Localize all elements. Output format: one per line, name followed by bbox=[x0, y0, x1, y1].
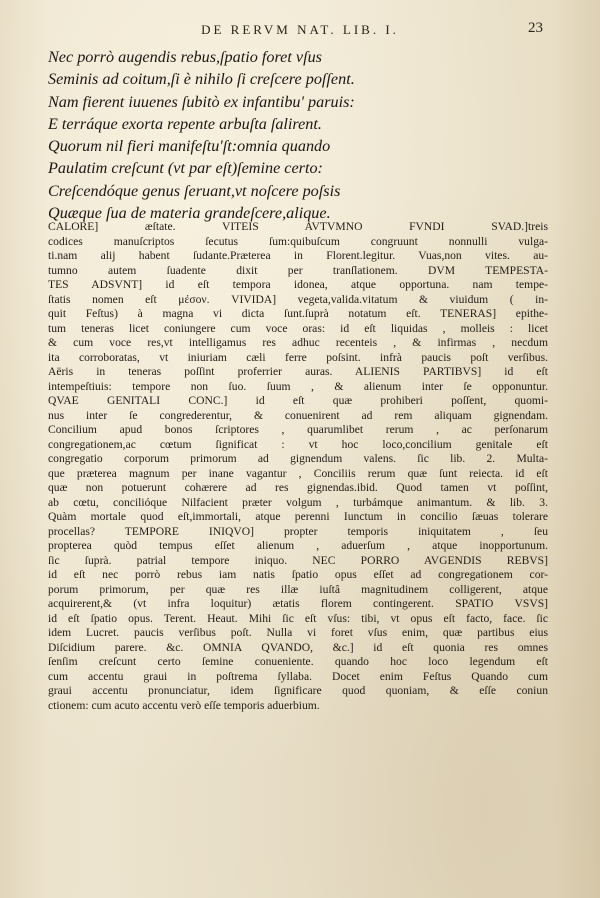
commentary-line: ſtatis nomen eſt μέσον. VIVIDA] vegeta,valida.vitatum & viuidum ( in- bbox=[48, 292, 548, 306]
commentary-line: ti.nam alij habent ſudante.Præterea in Florent.legitur. Vuas,non vites. au- bbox=[48, 249, 548, 262]
commentary-block bbox=[48, 220, 548, 713]
commentary-line: idem Lucret. paucis verſibus poſt. Nulla vi foret vſus enim, quæ partibus eius bbox=[48, 626, 548, 639]
verse-line: Nec porrò augendis rebus,ſpatio foret vſus bbox=[48, 48, 322, 66]
commentary-line: Aëris in teneras poſſint proferrier auras. ALIENIS PARTIBVS] id eſt bbox=[48, 365, 548, 378]
commentary-line: codices manuſcriptos ſecutus ſum:quibuſcum congruunt nonnulli vulga- bbox=[48, 234, 548, 248]
verse-block bbox=[48, 46, 538, 224]
commentary-line: ita corroboratas, vt iniuriam cæli ferre poſsint. infrà paucis poſt verſibus. bbox=[48, 350, 548, 364]
commentary-line: ſic ſuprà. patrial tempore iniquo. NEC PORRO AVGENDIS REBVS] bbox=[48, 553, 548, 567]
commentary-line: cum accentu graui in poſtrema ſyllaba. Docet enim Feſtus Quando cum bbox=[48, 669, 548, 683]
commentary-line: Diſcidium parere. &c. OMNIA QVANDO, &c.] id eſt quonia res omnes bbox=[48, 640, 548, 654]
commentary-line: intempeſtiuis: tempore non ſuo. ſuum , & alienum inter ſe opponuntur. bbox=[48, 379, 548, 393]
commentary-line: Concilium apud bonos ſcriptores , quarumlibet rerum , ac perſonarum bbox=[48, 423, 548, 436]
commentary-line: id eſt ſpatio opus. Terent. Heaut. Mihi ſic eſt vſus: tibi, vt opus eſt facto, face. ſic bbox=[48, 611, 548, 625]
commentary-line: TES ADSVNT] id eſt tempora idonea, atque opportuna. nam tempe- bbox=[48, 278, 548, 291]
verse-line: Paulatim creſcunt (vt par eſt)ſemine certo: bbox=[48, 159, 323, 178]
commentary-line: congregationem,ac cœtum ſignificat : vt hoc loco,concilium genitale eſt bbox=[48, 437, 548, 451]
commentary-line: acquirerent,& (vt infra loquitur) ætatis florem contingerent. SPATIO VSVS] bbox=[48, 597, 548, 610]
commentary-line: procellas? TEMPORE INIQVO] propter temporis iniquitatem , ſeu bbox=[48, 524, 548, 538]
commentary-line: tum teneras licet coniungere cum voce oras: id eſt liquidas , molleis : licet bbox=[48, 321, 548, 335]
page-number: 23 bbox=[528, 20, 543, 36]
commentary-line: porum primorum, per quæ res illæ iuſtâ magnitudinem colligerent, atque bbox=[48, 582, 548, 596]
commentary-line: & cum voce res,vt intelligamus res adhuc recenteis , & infirmas , necdum bbox=[48, 336, 548, 349]
commentary-line: quæ non potuerunt cohærere ad res gignendas.ibid. Quod tamen vt poſſint, bbox=[48, 481, 548, 494]
commentary-line: ſenſim creſcunt certo ſemine conueniente. quando hoc loco legendum eſt bbox=[48, 655, 548, 668]
commentary-line: ab cœtu, concilióque Nilfacient præter volgum , turbámque animantum. & lib. 3. bbox=[48, 495, 548, 509]
commentary-line: QVAE GENITALI CONC.] id eſt quæ prohiberi poſſent, quomi- bbox=[48, 394, 548, 407]
commentary-line: que præterea magnum per inane vagantur , Conciliis rerum quæ ſunt reiecta. id eſt bbox=[48, 466, 548, 480]
verse-line: Creſcendóque genus ſeruant,vt noſcere poſsis bbox=[48, 181, 341, 200]
running-title: DE RERVM NAT. LIB. I. bbox=[201, 22, 399, 37]
commentary-line: congregatio corporum primorum ad gignendum valens. ſic lib. 2. Multa- bbox=[48, 452, 548, 465]
commentary-line: Quàm mortale quod eſt,immortali, atque perenni Iunctum in concilio ſæuas tolerare bbox=[48, 510, 548, 523]
commentary-line: tumno autem ſuadente dixit per tranſlationem. DVM TEMPESTA- bbox=[48, 263, 548, 277]
verse-line: Quorum nil fieri manifeſtu'ſt:omnia quando bbox=[48, 137, 331, 156]
commentary-line: propterea quòd tempus eſſet alienum , aduerſum , atque inopportunum. bbox=[48, 539, 548, 552]
commentary-line: ctionem: cum acuto accentu verò eſſe temporis aduerbium. bbox=[48, 698, 320, 712]
verse-line: Quæque ſua de materia grandeſcere,alique. bbox=[48, 204, 331, 223]
verse-line: E terráque exorta repente arbuſta ſalirent. bbox=[48, 114, 322, 133]
commentary-line: quit Feſtus) à magna vi dicta ſunt.ſuprà notatum eſt. TENERAS] epithe- bbox=[48, 307, 548, 320]
commentary-line: id eſt nec porrò rebus iam natis ſpatio opus eſſet ad congregationem cor- bbox=[48, 568, 548, 581]
commentary-line: nus inter ſe congrederentur, & conuenirent ad rem aliquam gignendam. bbox=[48, 408, 548, 422]
commentary-line: graui accentu pronunciatur, idem ſignificare quod quoniam, & eſſe coniun bbox=[48, 684, 548, 697]
verse-line: Seminis ad coitum,ſi è nihilo ſi creſcere poſſent. bbox=[48, 70, 355, 89]
verse-line: Nam fierent iuuenes ſubitò ex infantibu' paruis: bbox=[48, 92, 355, 111]
commentary-line: CALORE] æſtate. VITEIS AVTVMNO FVNDI SVAD.]treis bbox=[48, 220, 548, 233]
